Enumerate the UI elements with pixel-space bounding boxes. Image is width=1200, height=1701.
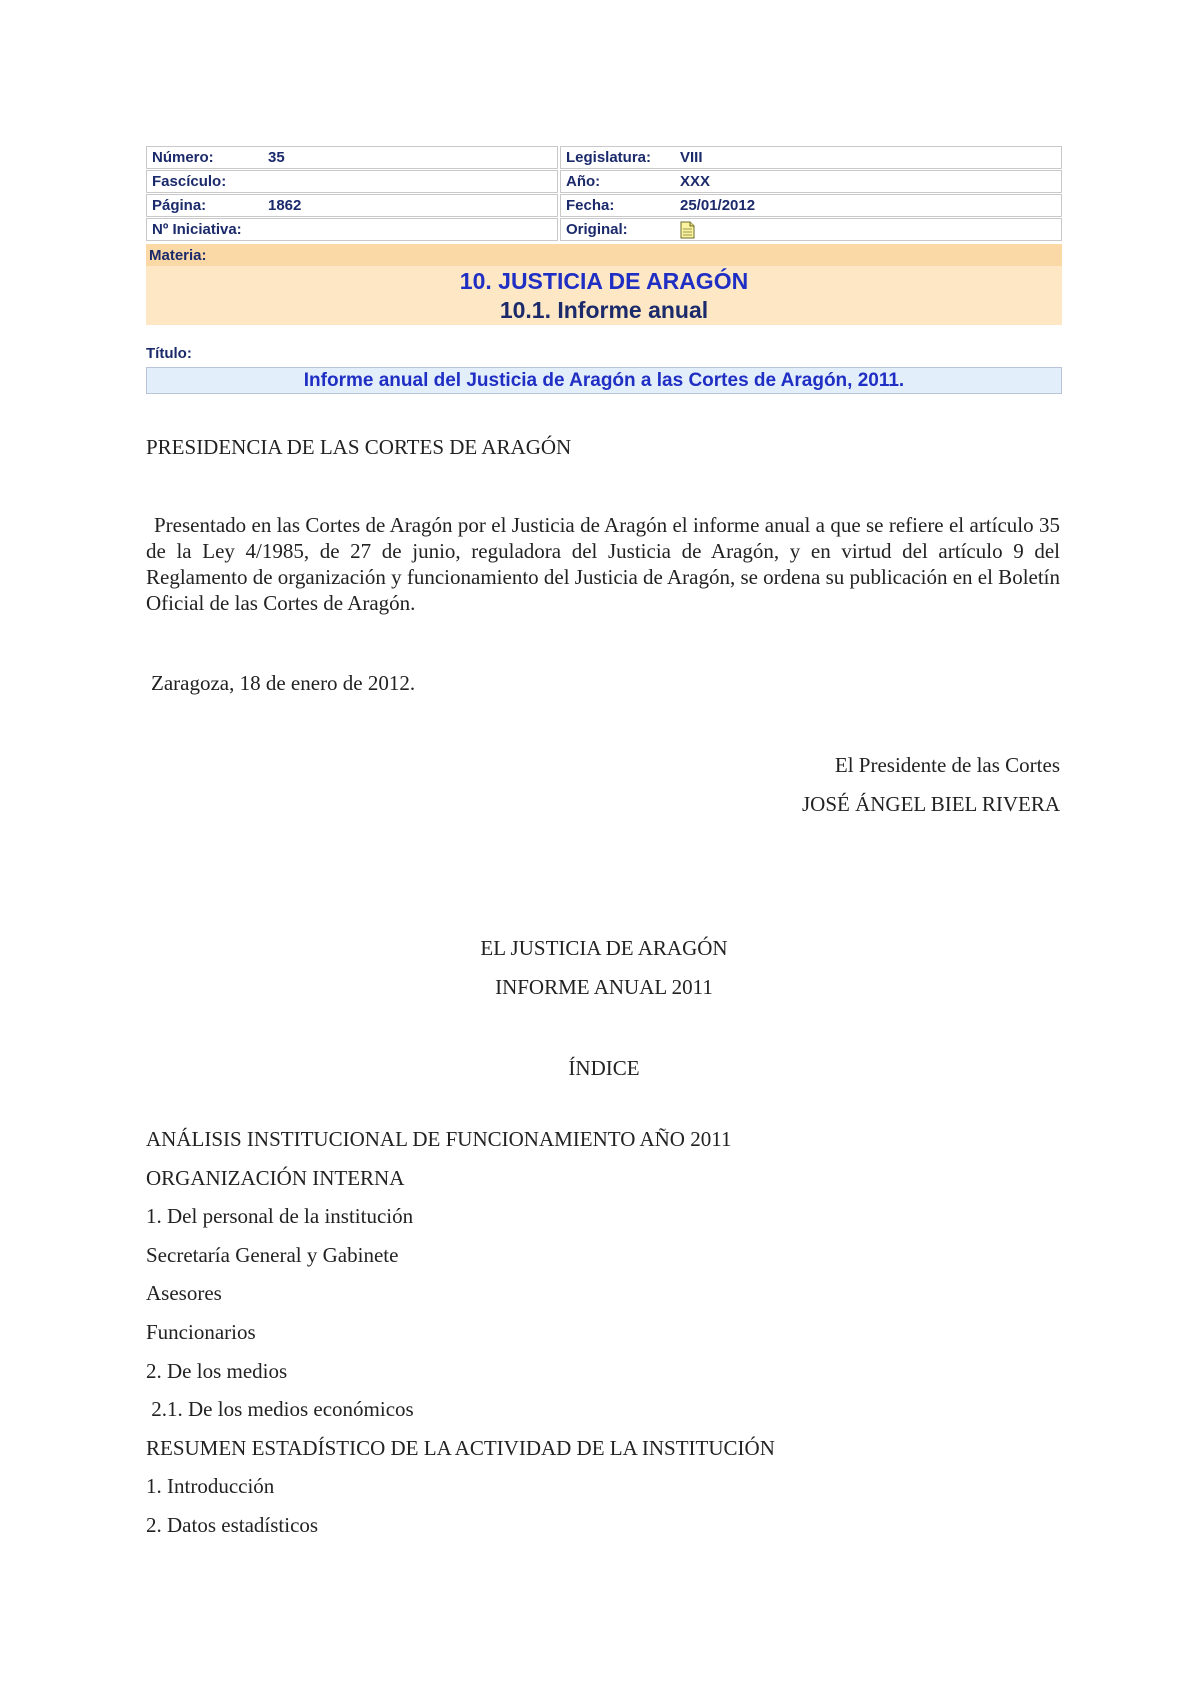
pagina-cell: [146, 194, 558, 217]
date-line: Zaragoza, 18 de enero de 2012.: [151, 671, 416, 695]
presidencia-heading: PRESIDENCIA DE LAS CORTES DE ARAGÓN: [146, 435, 572, 459]
toc-item: ANÁLISIS INSTITUCIONAL DE FUNCIONAMIENTO AÑO 2011: [146, 1127, 732, 1151]
numero-value: 35: [268, 149, 285, 166]
fecha-cell: [560, 194, 1062, 217]
legislatura-label: Legislatura:: [566, 149, 652, 166]
table-of-contents: [146, 1120, 775, 1545]
document-page: [146, 146, 1062, 1537]
numero-cell: [146, 146, 558, 169]
original-label: Original:: [566, 221, 628, 238]
meta-row-3: [146, 194, 1062, 218]
fasciculo-cell: [146, 170, 558, 193]
toc-item: ORGANIZACIÓN INTERNA: [146, 1165, 405, 1190]
signature-name: JOSÉ ÁNGEL BIEL RIVERA: [801, 792, 1060, 816]
anio-value: XXX: [680, 173, 711, 190]
signature-title: El Presidente de las Cortes: [834, 753, 1060, 777]
document-icon[interactable]: [680, 221, 695, 239]
meta-row-2: [146, 170, 1062, 194]
signature-block: [802, 746, 1060, 824]
intro-paragraph-text: Presentado en las Cortes de Aragón por el Justicia de Aragón el informe anual a que se refiere el artículo 35 de la Ley 4/1985, de 27 de junio, reguladora del Justicia de Aragón, y en virtud del artículo 9 del Reglamento de organización y funcionamiento del Justicia de Aragón, se ordena su publicación en el Boletín Oficial de las Cortes de Aragón.: [146, 513, 1061, 615]
toc-item: 2. Datos estadísticos: [146, 1512, 319, 1537]
materia-line1: 10. JUSTICIA DE ARAGÓN: [459, 268, 749, 294]
toc-item: Funcionarios: [146, 1319, 256, 1344]
legislatura-value: VIII: [680, 149, 703, 166]
titulo-text: Informe anual del Justicia de Aragón a las Cortes de Aragón, 2011.: [303, 369, 905, 391]
index-heading: ÍNDICE: [568, 1056, 640, 1080]
toc-item: 1. Del personal de la institución: [146, 1204, 414, 1229]
fecha-value: 25/01/2012: [680, 197, 756, 214]
legislatura-cell: [560, 146, 1062, 169]
report-heading: [146, 929, 1062, 1007]
meta-row-4: [146, 218, 1062, 242]
meta-row-1: [146, 146, 1062, 170]
toc-item: Asesores: [146, 1281, 222, 1306]
toc-item: Secretaría General y Gabinete: [146, 1242, 399, 1267]
materia-box: [146, 266, 1062, 325]
metadata-table: [146, 146, 1062, 242]
report-heading-line1: EL JUSTICIA DE ARAGÓN: [480, 936, 728, 960]
original-cell: [560, 218, 1062, 241]
anio-cell: [560, 170, 1062, 193]
anio-label: Año:: [566, 173, 601, 190]
iniciativa-label: Nº Iniciativa:: [152, 221, 242, 238]
materia-label: Materia:: [146, 244, 1062, 266]
intro-paragraph: [146, 512, 1060, 616]
fasciculo-label: Fascículo:: [152, 173, 227, 190]
report-heading-line2: INFORME ANUAL 2011: [495, 975, 713, 999]
toc-item: RESUMEN ESTADÍSTICO DE LA ACTIVIDAD DE LA INSTITUCIÓN: [146, 1435, 775, 1460]
toc-item: 1. Introducción: [146, 1474, 275, 1499]
pagina-label: Página:: [152, 197, 207, 214]
toc-item: 2.1. De los medios económicos: [146, 1397, 414, 1422]
materia-line2: 10.1. Informe anual: [499, 297, 709, 323]
pagina-value: 1862: [268, 197, 302, 214]
toc-item: 2. De los medios: [146, 1358, 288, 1383]
titulo-box: [146, 367, 1062, 394]
iniciativa-cell: [146, 218, 558, 241]
numero-label: Número:: [152, 149, 214, 166]
fecha-label: Fecha:: [566, 197, 615, 214]
titulo-label: Título:: [146, 345, 192, 362]
